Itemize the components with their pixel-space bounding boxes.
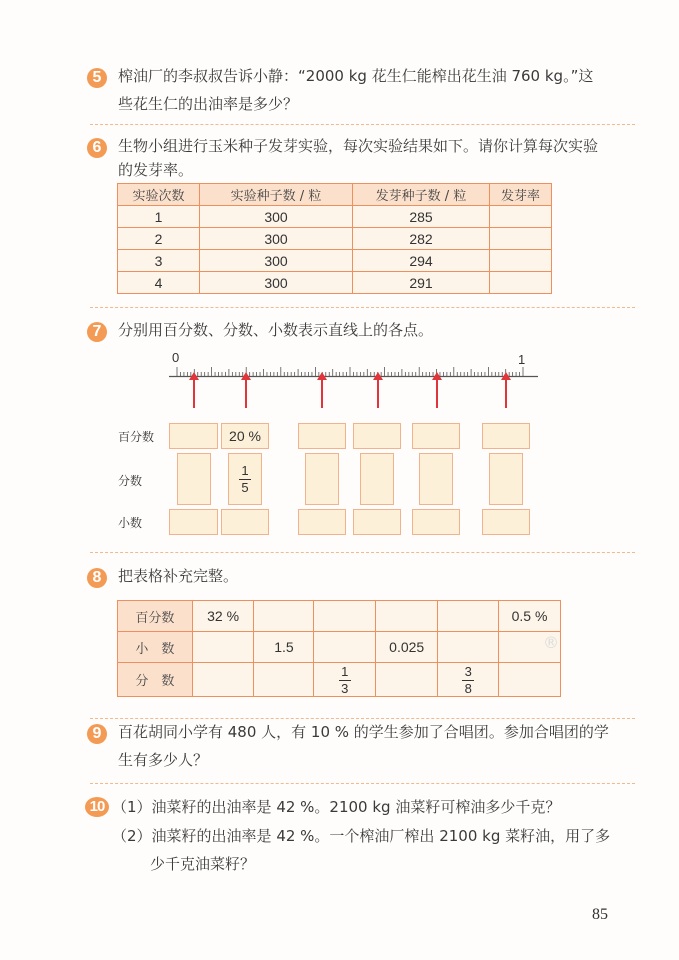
cell[interactable] bbox=[314, 601, 376, 632]
percent-answer-box[interactable] bbox=[412, 423, 460, 449]
cell[interactable] bbox=[376, 601, 438, 632]
question-number-9: 9 bbox=[87, 724, 107, 744]
cell[interactable] bbox=[254, 601, 314, 632]
cell[interactable] bbox=[192, 663, 254, 697]
decimal-answer-box[interactable] bbox=[169, 509, 218, 535]
cell: 300 bbox=[200, 272, 353, 294]
question-number-8: 8 bbox=[87, 568, 107, 588]
cell: 285 bbox=[353, 206, 490, 228]
red-arrow-icon bbox=[193, 378, 195, 408]
decimal-answer-box[interactable] bbox=[412, 509, 460, 535]
conversion-table bbox=[117, 600, 561, 697]
cell: 282 bbox=[353, 228, 490, 250]
cell[interactable] bbox=[438, 632, 499, 663]
cell: 294 bbox=[353, 250, 490, 272]
percent-answer-box[interactable]: 20 % bbox=[221, 423, 269, 449]
label-decimal: 小数 bbox=[118, 516, 143, 530]
question-8-text: 把表格补充完整。 bbox=[118, 567, 239, 585]
decimal-answer-box[interactable] bbox=[221, 509, 269, 535]
cell: 300 bbox=[200, 250, 353, 272]
cell: 1.5 bbox=[254, 632, 314, 663]
cell: 0.025 bbox=[376, 632, 438, 663]
fraction bbox=[339, 665, 351, 696]
question-10-part2-line1: （2）油菜籽的出油率是 42 %。一个榨油厂榨出 2100 kg 菜籽油，用了多 bbox=[112, 827, 611, 845]
cell: 300 bbox=[200, 206, 353, 228]
row-label: 分 数 bbox=[118, 663, 193, 697]
header-cell: 实验次数 bbox=[118, 184, 200, 206]
denominator: 5 bbox=[241, 479, 249, 495]
cell: 1 bbox=[118, 206, 200, 228]
percent-answer-box[interactable] bbox=[298, 423, 346, 449]
denominator: 8 bbox=[464, 681, 472, 696]
percent-answer-box[interactable] bbox=[482, 423, 530, 449]
decimal-answer-box[interactable] bbox=[482, 509, 530, 535]
red-arrow-icon bbox=[321, 378, 323, 408]
table-row bbox=[118, 663, 561, 697]
question-9-line1: 百花胡同小学有 480 人，有 10 % 的学生参加了合唱团。参加合唱团的学 bbox=[118, 723, 609, 741]
cell: 2 bbox=[118, 228, 200, 250]
red-arrow-icon bbox=[377, 378, 379, 408]
cell: 3 bbox=[118, 250, 200, 272]
row-label: 百分数 bbox=[118, 601, 193, 632]
question-number-5: 5 bbox=[87, 68, 107, 88]
fraction bbox=[239, 464, 251, 495]
numerator: 1 bbox=[341, 664, 349, 679]
cell[interactable] bbox=[499, 663, 561, 697]
number-line-ticks bbox=[177, 367, 523, 376]
cell[interactable] bbox=[438, 601, 499, 632]
red-arrow-icon bbox=[505, 378, 507, 408]
red-arrow-icon bbox=[436, 378, 438, 408]
number-line-zero: 0 bbox=[172, 350, 180, 365]
fraction-answer-box[interactable] bbox=[228, 453, 262, 505]
cell: 32 % bbox=[192, 601, 254, 632]
question-6-line1: 生物小组进行玉米种子发芽实验，每次实验结果如下。请你计算每次实验 bbox=[118, 137, 599, 155]
header-cell: 发芽率 bbox=[490, 184, 552, 206]
question-6-line2: 的发芽率。 bbox=[118, 161, 194, 179]
question-9-line2: 生有多少人？ bbox=[118, 751, 209, 769]
fraction-answer-box[interactable] bbox=[489, 453, 523, 505]
question-10-part2-line2: 少千克油菜籽？ bbox=[150, 855, 256, 873]
cell[interactable] bbox=[254, 663, 314, 697]
header-cell: 实验种子数 / 粒 bbox=[200, 184, 353, 206]
cell bbox=[438, 663, 499, 697]
page-number: 85 bbox=[592, 906, 608, 923]
fraction-answer-box[interactable] bbox=[419, 453, 453, 505]
cell: 4 bbox=[118, 272, 200, 294]
registered-mark: ® bbox=[543, 633, 559, 652]
denominator: 3 bbox=[341, 681, 349, 696]
fraction-answer-box[interactable] bbox=[177, 453, 211, 505]
question-5-line1: 榨油厂的李叔叔告诉小静：“2000 kg 花生仁能榨出花生油 760 kg。”这 bbox=[118, 67, 594, 85]
row-label: 小 数 bbox=[118, 632, 193, 663]
divider bbox=[90, 552, 635, 553]
fraction bbox=[462, 665, 474, 696]
number-line bbox=[0, 0, 679, 400]
fraction-answer-box[interactable] bbox=[305, 453, 339, 505]
number-line-one: 1 bbox=[518, 352, 526, 367]
question-number-10: 10 bbox=[85, 797, 109, 817]
red-arrow-icon bbox=[245, 378, 247, 408]
cell: 291 bbox=[353, 272, 490, 294]
question-number-6: 6 bbox=[87, 138, 107, 158]
label-fraction: 分数 bbox=[118, 474, 143, 488]
header-cell: 发芽种子数 / 粒 bbox=[353, 184, 490, 206]
percent-answer-box[interactable] bbox=[353, 423, 401, 449]
percent-answer-box[interactable] bbox=[169, 423, 218, 449]
table-row bbox=[118, 632, 561, 663]
question-5-line2: 些花生仁的出油率是多少？ bbox=[118, 95, 299, 113]
cell[interactable] bbox=[314, 632, 376, 663]
cell[interactable] bbox=[192, 632, 254, 663]
decimal-answer-box[interactable] bbox=[298, 509, 346, 535]
cell: 0.5 % bbox=[499, 601, 561, 632]
question-10-part1: （1）油菜籽的出油率是 42 %。2100 kg 油菜籽可榨油多少千克？ bbox=[112, 798, 561, 816]
cell bbox=[314, 663, 376, 697]
decimal-answer-box[interactable] bbox=[353, 509, 401, 535]
numerator: 1 bbox=[241, 462, 249, 478]
numerator: 3 bbox=[464, 664, 472, 679]
question-number-7: 7 bbox=[87, 322, 107, 342]
label-percent: 百分数 bbox=[118, 430, 155, 444]
divider bbox=[90, 783, 635, 784]
table-row bbox=[118, 601, 561, 632]
cell: 300 bbox=[200, 228, 353, 250]
cell[interactable] bbox=[376, 663, 438, 697]
fraction-answer-box[interactable] bbox=[360, 453, 394, 505]
question-7-text: 分别用百分数、分数、小数表示直线上的各点。 bbox=[118, 321, 434, 339]
